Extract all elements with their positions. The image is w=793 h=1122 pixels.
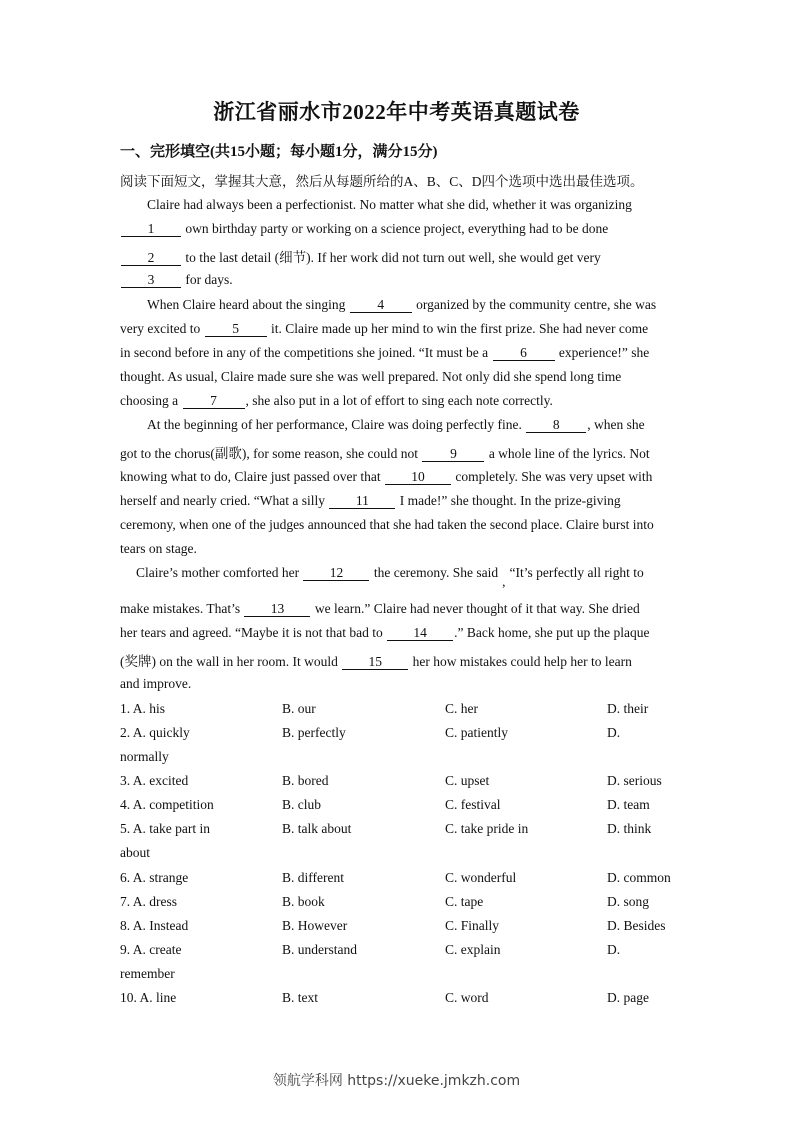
footer-watermark: 领航学科网 https://xueke.jmkzh.com	[272, 1073, 521, 1089]
passage-line: in second before in any of the competitions she joined. “It must be a 6 experience!” she	[120, 345, 650, 360]
blank-8: 8	[526, 418, 586, 433]
option-a: 6. A. strange	[120, 870, 189, 885]
option-c: C. word	[445, 990, 489, 1005]
passage-line: 2 to the last detail (细节). If her work did not turn out well, she would get very	[120, 246, 601, 266]
passage-line: very excited to 5 it. Claire made up her mind to win the first prize. She had never come	[120, 321, 649, 336]
option-b: B. book	[282, 894, 325, 909]
option-d: D. common	[607, 870, 671, 885]
option-d: D. serious	[607, 773, 662, 788]
option-a: 8. A. Instead	[120, 918, 189, 933]
option-b: B. bored	[282, 773, 329, 788]
option-c: C. upset	[445, 773, 490, 788]
passage-line: Claire had always been a perfectionist. No matter what she did, whether it was organizing	[147, 197, 632, 212]
option-d: D. Besides	[607, 918, 666, 933]
option-c: C. tape	[445, 894, 484, 909]
option-c: C. patiently	[445, 725, 508, 740]
page-title: 浙江省丽水市2022年中考英语真题试卷	[213, 100, 580, 124]
option-b: B. different	[282, 870, 344, 885]
option-b: B. our	[282, 701, 316, 716]
blank-10: 10	[385, 470, 451, 485]
passage-line: and improve.	[120, 676, 192, 691]
blank-15: 15	[342, 655, 408, 670]
option-d-wrap: remember	[120, 966, 175, 981]
option-a: 3. A. excited	[120, 773, 189, 788]
option-d: D.	[607, 725, 621, 740]
option-a: 4. A. competition	[120, 797, 214, 812]
option-b: B. understand	[282, 942, 357, 957]
passage-line: make mistakes. That’s 13 we learn.” Claire had never thought of it that way. She dried	[120, 601, 640, 616]
blank-14: 14	[387, 626, 453, 641]
section-heading: 一、完形填空(共15小题；每小题1分，满分15分)	[120, 144, 438, 160]
option-a: 7. A. dress	[120, 894, 177, 909]
option-b: B. talk about	[282, 821, 352, 836]
option-c: C. take pride in	[445, 821, 529, 836]
option-a: 10. A. line	[120, 990, 177, 1005]
instructions: 阅读下面短文，掌握其大意，然后从每题所给的A、B、C、D四个选项中选出最佳选项。	[120, 174, 644, 189]
blank-4: 4	[350, 298, 412, 313]
passage-line: ceremony, when one of the judges announced that she had taken the second place. Claire burst into	[120, 517, 654, 532]
blank-9: 9	[422, 447, 484, 462]
blank-7: 7	[183, 394, 245, 409]
option-b: B. However	[282, 918, 348, 933]
option-a: 1. A. his	[120, 701, 166, 716]
passage-line: (奖牌) on the wall in her room. It would 15 her how mistakes could help her to learn	[120, 654, 632, 669]
option-d: D. page	[607, 990, 649, 1005]
blank-1: 1	[121, 222, 181, 237]
option-c: C. festival	[445, 797, 501, 812]
blank-3: 3	[121, 273, 181, 288]
option-c: C. wonderful	[445, 870, 517, 885]
option-d: D. song	[607, 894, 650, 909]
blank-6: 6	[493, 346, 555, 361]
option-b: B. perfectly	[282, 725, 346, 740]
option-d: D. their	[607, 701, 649, 716]
blank-5: 5	[205, 322, 267, 337]
passage-line: her tears and agreed. “Maybe it is not that bad to 14 .” Back home, she put up the plaque	[120, 625, 650, 640]
option-a: 9. A. create	[120, 942, 182, 957]
option-c: C. Finally	[445, 918, 500, 933]
option-b: B. text	[282, 990, 318, 1005]
option-d-wrap: about	[120, 845, 150, 860]
option-d: D. think	[607, 821, 652, 836]
option-a: 2. A. quickly	[120, 725, 190, 740]
passage-line: knowing what to do, Claire just passed over that 10 completely. She was very upset with	[120, 469, 653, 484]
passage-line: When Claire heard about the singing 4 organized by the community centre, she was	[147, 297, 657, 312]
blank-12: 12	[303, 566, 369, 581]
passage-line: thought. As usual, Claire made sure she was well prepared. Not only did she spend long time	[120, 369, 622, 384]
option-c: C. explain	[445, 942, 501, 957]
passage-line: 3 for days.	[120, 272, 233, 288]
blank-2: 2	[121, 251, 181, 266]
option-d: D.	[607, 942, 621, 957]
option-a: 5. A. take part in	[120, 821, 210, 836]
passage-line: tears on stage.	[120, 541, 197, 556]
option-d-wrap: normally	[120, 749, 169, 764]
passage-line: herself and nearly cried. “What a silly 11 I made!” she thought. In the prize-giving	[120, 493, 621, 508]
passage-line: got to the chorus(副歌), for some reason, she could not 9 a whole line of the lyrics. Not	[120, 446, 650, 461]
option-d: D. team	[607, 797, 650, 812]
option-b: B. club	[282, 797, 321, 812]
passage-line: choosing a 7 , she also put in a lot of effort to sing each note correctly.	[120, 393, 553, 408]
blank-13: 13	[244, 602, 310, 617]
blank-11: 11	[329, 494, 395, 509]
passage-line: 1 own birthday party or working on a science project, everything had to be done	[120, 221, 608, 237]
passage-line: Claire’s mother comforted her 12 the ceremony. She said,“It’s perfectly all right to	[136, 565, 644, 589]
option-c: C. her	[445, 701, 478, 716]
passage-line: At the beginning of her performance, Claire was doing perfectly fine. 8 , when she	[147, 417, 645, 432]
